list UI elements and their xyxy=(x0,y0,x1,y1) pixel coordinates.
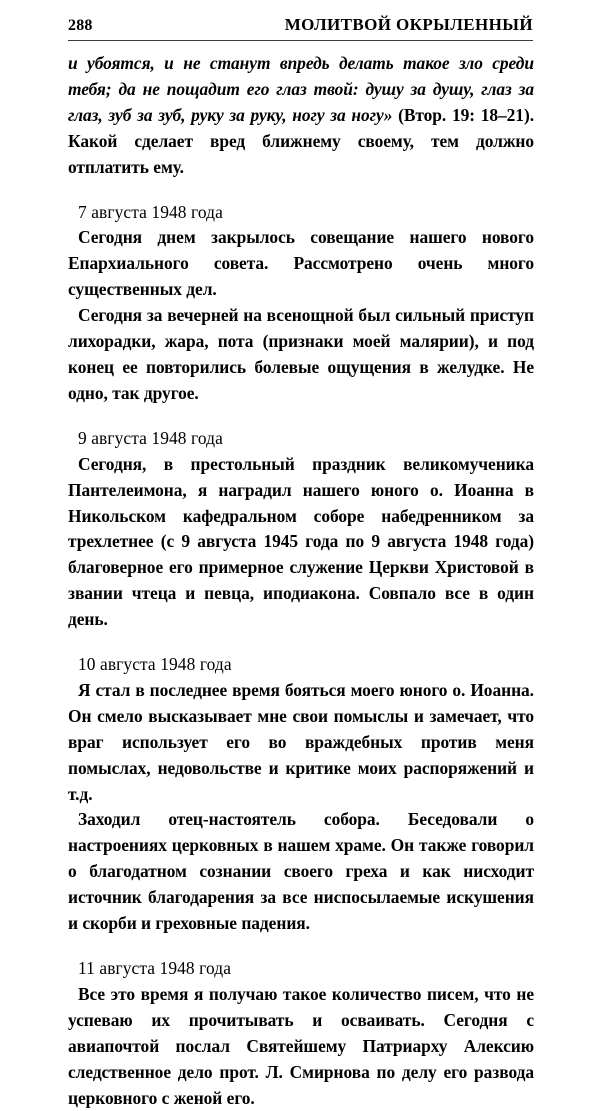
text-block xyxy=(68,51,534,1111)
header-rule xyxy=(68,40,533,41)
date-heading: 9 августа 1948 года xyxy=(78,427,223,448)
quote-roman-text: (Втор. 19: 18–21). Какой сделает вред ближнему своему, тем должно отплатить ему. xyxy=(68,104,534,177)
date-heading: 11 августа 1948 года xyxy=(78,958,232,978)
running-head xyxy=(68,16,533,40)
date-heading: 7 августа 1948 года xyxy=(78,201,223,222)
page-number: 288 xyxy=(68,17,93,34)
running-title: МОЛИТВОЙ ОКРЫЛЕННЫЙ xyxy=(284,15,533,34)
body-paragraph: Сегодня, в престольный праздник великомученика Пантелеимона, я наградил нашего юного о. Иоанна в Никольском кафедральном соборе набедренником за трехлетнее (с 9 августа 1945 года по 9 августа 1948 года) благоверное его примерное служение Церкви Христовой в звании чтеца и певца, иподиакона. Совпало все в один день. xyxy=(68,453,534,630)
body-paragraph: Сегодня за вечерней на всенощной был сильный приступ лихорадки, жара, пота (признаки моей малярии), и под конец ее повторились болевые ощущения в желудке. Не одно, так другое. xyxy=(68,305,534,403)
quote-italic-text: и убоятся, и не станут впредь делать такое зло среди тебя; да не пощадит его глаз твой: душу за душу, глаз за глаз, зуб за зуб, руку за руку, ногу за ногу» xyxy=(68,53,534,125)
quote-paragraph xyxy=(68,51,534,181)
entry-spacer xyxy=(68,181,534,200)
body-paragraph: Сегодня днем закрылось совещание нашего нового Епархиального совета. Рассмотрено очень много существенных дел. xyxy=(68,227,534,300)
body-paragraph: Заходил отец-настоятель собора. Беседовали о настроениях церковных в нашем храме. Он также говорил о благодатном сознании своего греха и как нисходит источник благодарения за все ниспосылаемые искушения и скорби и греховные падения. xyxy=(68,809,534,934)
date-heading: 10 августа 1948 года xyxy=(78,654,232,675)
entry-spacer xyxy=(68,407,534,426)
entry-spacer xyxy=(68,937,534,956)
body-paragraph: Все это время я получаю такое количество писем, что не успеваю их прочитывать и осваивать. Сегодня с авиапочтой послал Святейшему Патриарху Алексию следственное дело прот. Л. Смирнова по делу его развода церковного с женой его. xyxy=(68,983,534,1108)
body-paragraph: Я стал в последнее время бояться моего юного о. Иоанна. Он смело высказывает мне свои помыслы и замечает, что враг использует его во враждебных против меня помыслах, недовольстве и критике моих распоряжений и т.д. xyxy=(68,679,534,804)
entry-spacer xyxy=(68,633,534,652)
